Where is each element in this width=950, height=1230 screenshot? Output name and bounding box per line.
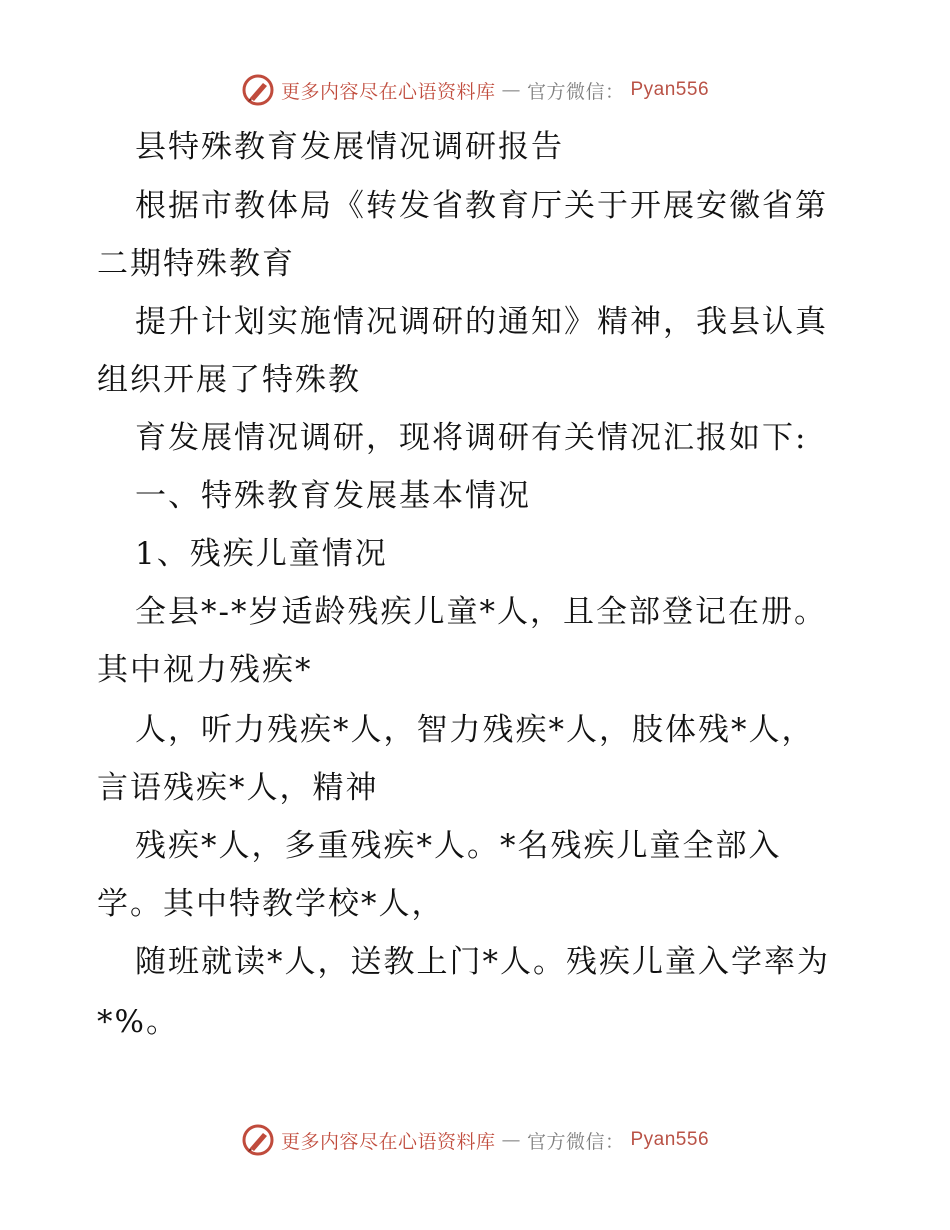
- watermark-wechat-label: 官方微信：: [526, 1130, 625, 1153]
- paragraph-line: 言语残疾*人，精神: [97, 770, 379, 806]
- paragraph-line: 全县*-*岁适龄残疾儿童*人，且全部登记在册。: [135, 594, 827, 630]
- paragraph-line: 根据市教体局《转发省教育厅关于开展安徽省第: [135, 188, 828, 224]
- paragraph-line: 育发展情况调研，现将调研有关情况汇报如下:: [135, 420, 808, 456]
- watermark-brand: 更多内容尽在心语资料库: [280, 80, 496, 103]
- section-heading: 一、特殊教育发展基本情况: [135, 478, 531, 514]
- paragraph-line: 随班就读*人，送教上门*人。残疾儿童入学率为: [135, 944, 830, 980]
- watermark-footer: [0, 1120, 950, 1160]
- watermark-dash: —: [501, 1129, 521, 1151]
- paragraph-line: 二期特殊教育: [97, 246, 295, 282]
- document-title: 县特殊教育发展情况调研报告: [135, 129, 564, 165]
- subsection-heading: 1、残疾儿童情况: [135, 536, 388, 572]
- watermark-wechat-label: 官方微信：: [526, 80, 625, 103]
- watermark-brand: 更多内容尽在心语资料库: [280, 1130, 496, 1153]
- paragraph-line: 组织开展了特殊教: [97, 362, 361, 398]
- paragraph-line: 学。其中特教学校*人，: [97, 886, 445, 922]
- paragraph-line: 人，听力残疾*人，智力残疾*人，肢体残*人，: [135, 712, 815, 748]
- paragraph-line: 其中视力残疾*: [97, 652, 313, 688]
- watermark-dash: —: [501, 79, 521, 101]
- pen-logo-icon: [241, 1123, 275, 1157]
- paragraph-line: 提升计划实施情况调研的通知》精神，我县认真: [135, 304, 828, 340]
- watermark-wechat-id: Pyan556: [630, 1129, 710, 1150]
- paragraph-line: *%。: [97, 1004, 179, 1040]
- watermark-wechat-id: Pyan556: [630, 79, 710, 100]
- paragraph-line: 残疾*人，多重残疾*人。*名残疾儿童全部入: [135, 828, 782, 864]
